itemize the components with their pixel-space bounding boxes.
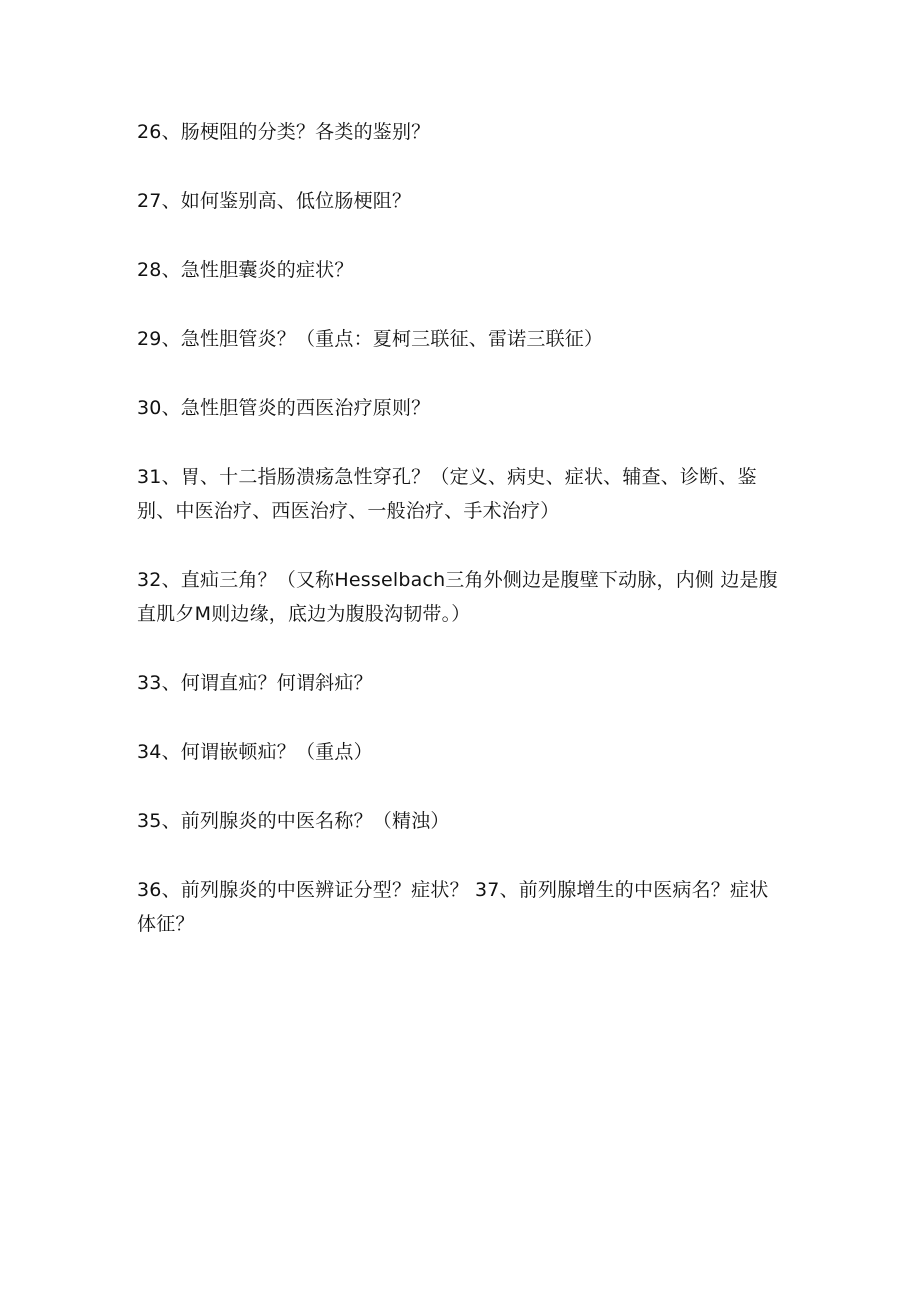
question-26: 26、肠梗阻的分类？各类的鉴别？ [137, 121, 431, 143]
question-list [137, 115, 787, 941]
question-30: 30、急性胆管炎的西医治疗原则？ [137, 397, 431, 419]
question-36-37: 36、前列腺炎的中医辨证分型？症状？ 37、前列腺增生的中医病名？症状体征？ [137, 879, 769, 935]
question-32: 32、直疝三角？（又称Hesselbach三角外侧边是腹壁下动脉，内侧 边是腹直肌夕M则边缘，底边为腹股沟韧带。） [137, 569, 778, 625]
question-33: 33、何谓直疝？何谓斜疝？ [137, 672, 373, 694]
question-27: 27、如何鉴别高、低位肠梗阻？ [137, 190, 412, 212]
question-29: 29、急性胆管炎？（重点：夏柯三联征、雷诺三联征） [137, 328, 604, 350]
question-35: 35、前列腺炎的中医名称？（精浊） [137, 810, 450, 832]
question-28: 28、急性胆囊炎的症状？ [137, 259, 354, 281]
question-31: 31、胃、十二指肠溃疡急性穿孔？（定义、病史、症状、辅查、诊断、鉴别、中医治疗、西医治疗、一般治疗、手术治疗） [137, 466, 757, 522]
question-34: 34、何谓嵌顿疝？（重点） [137, 741, 373, 763]
